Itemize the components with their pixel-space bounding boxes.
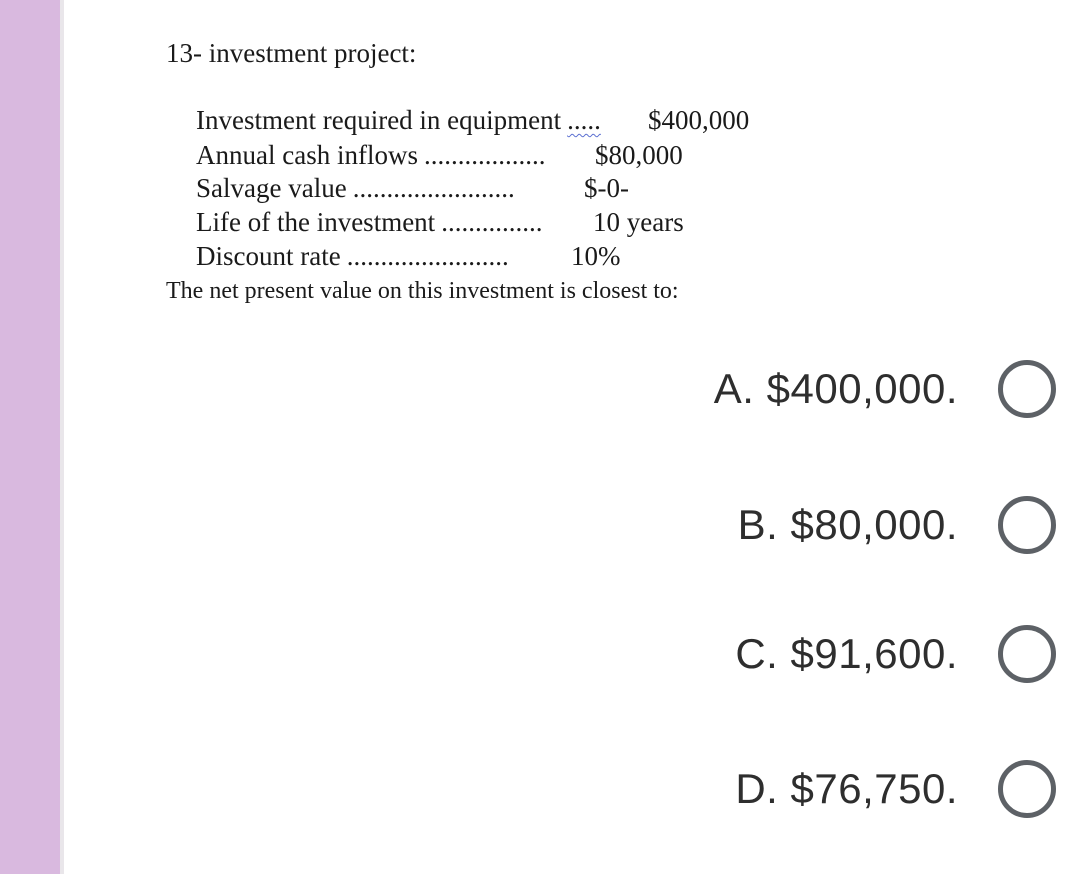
detail-value: $400,000: [648, 105, 750, 135]
option-label: D. $76,750.: [735, 765, 958, 812]
detail-leader-dots: ...............: [441, 207, 543, 237]
detail-row-investment: [196, 104, 750, 136]
question-prompt: The net present value on this investment is closest to:: [166, 278, 679, 304]
detail-value: $-0-: [584, 173, 629, 203]
detail-leader-dots: .....: [567, 105, 601, 135]
detail-leader-dots: ........................: [346, 241, 509, 271]
detail-row-salvage-value: [196, 172, 629, 204]
radio-button-icon[interactable]: [998, 760, 1056, 818]
radio-button-icon[interactable]: [998, 625, 1056, 683]
option-label: C. $91,600.: [735, 630, 958, 677]
detail-value: $80,000: [595, 140, 683, 170]
detail-row-discount-rate: [196, 240, 621, 272]
left-accent-bar: [0, 0, 60, 874]
radio-button-icon[interactable]: [998, 496, 1056, 554]
detail-leader-dots: ........................: [352, 173, 515, 203]
detail-value: 10%: [571, 241, 621, 271]
detail-value: 10 years: [593, 207, 684, 237]
accent-bar-edge: [60, 0, 64, 874]
detail-label: Investment required in equipment: [196, 105, 562, 135]
detail-leader-dots: ..................: [423, 140, 546, 170]
option-b[interactable]: [738, 490, 1056, 560]
question-title: 13- investment project:: [166, 38, 417, 68]
option-c[interactable]: [735, 619, 1056, 689]
detail-label: Discount rate: [196, 241, 341, 271]
option-a[interactable]: [714, 354, 1056, 424]
detail-row-annual-cash-inflows: [196, 139, 683, 171]
option-label: A. $400,000.: [713, 365, 958, 412]
radio-button-icon[interactable]: [998, 360, 1056, 418]
detail-label: Salvage value: [196, 173, 347, 203]
detail-row-life-of-investment: [196, 206, 684, 238]
option-label: B. $80,000.: [737, 501, 958, 548]
detail-label: Life of the investment: [196, 207, 436, 237]
option-d[interactable]: [735, 754, 1056, 824]
detail-label: Annual cash inflows: [196, 140, 418, 170]
